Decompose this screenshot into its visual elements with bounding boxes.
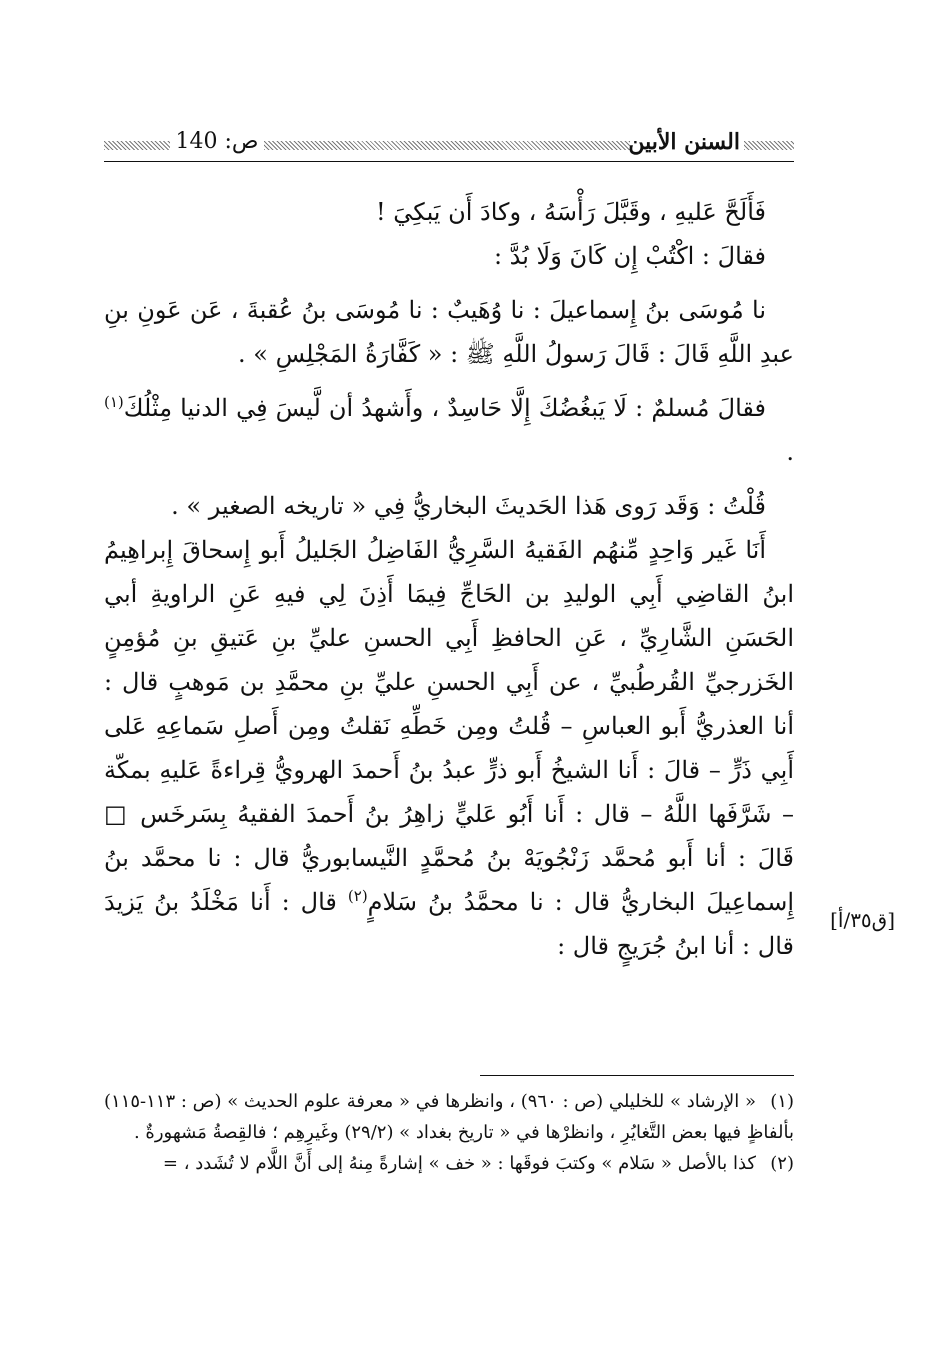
header-rule (104, 161, 794, 162)
main-text (104, 190, 794, 968)
running-header (104, 125, 794, 159)
paragraph-text: قال : أَنا مَخْلَدُ بنُ يَزيدَ قال : أنا ابنُ جُرَيجٍ قال : (104, 888, 794, 960)
paragraph: قُلْتُ : وَقَد رَوى هَذا الحَديثَ البخاريُّ فِي « تاريخه الصغير » . (171, 492, 766, 520)
paragraph-text: أَنَا غَير وَاحِدٍ مِّنهُم الفَقيهُ السَّرِيُّ الفَاضِلُ الجَليلُ أَبو إِسحاقَ إِبراهِيمُ ابنُ القاضِي أَبِي الوليدِ بن الحَاجِّ فِيمَا أَذِنَ لِي فيهِ عَنِ الراويةِ أبي الحَسَنِ الشَّارِيِّ ، عَنِ الحافظِ أَبِي الحسنِ عليِّ بنِ عَتيقِ بنِ مُؤمِنٍ الخَزرجيِّ القُرطُبيِّ ، عن أَبِي الحسنِ عليِّ بنِ محمَّدِ بن مَوهبٍ قال : أنا العذريُّ أَبو العباسِ – قُلتُ ومِن خَطِّهِ نَقلتُ ومِن أَصلِ سَماعِهِ عَلى أَبِي ذَرٍّ – قالَ : أَنا الشيخُ أَبو ذرٍّ عبدُ بنُ أَحمدَ الهرويُّ قِراءةً عَليهِ بمكّة – شَرَّفَها اللَّهُ – قال : أَنا أَبُو عَليٍّ زاهِرُ بنُ أَحمدَ الفقيهُ بِسَرخَس (104, 536, 794, 828)
footnote-text: « الإرشاد » للخليلي (ص : ٩٦٠) ، وانظرها في « معرفة علوم الحديث » (ص : ١١٣-١١٥) بألفاظٍ فيها بعض التَّغايُرِ ، وانظرْها في « تاريخ بغداد » (٢٩/٢) وغَيرِهِم ؛ فالقِصةُ مَشهورةٌ . (104, 1091, 794, 1143)
paragraph: نا مُوسَى بنُ إِسماعيلَ : نا وُهَيبٌ : نا مُوسَى بنُ عُقبةَ ، عَن عَونِ بنِ عبدِ اللَّهِ قَالَ : قَالَ رَسولُ اللَّهِ ﷺ : « كَفَّارَةُ المَجْلِسِ » . (104, 296, 794, 368)
manuscript-folio-note: [ق٣٥/أ] (830, 908, 895, 932)
footnote-1 (104, 1086, 794, 1148)
header-ornament-left (104, 141, 170, 150)
paragraph-end: . (786, 438, 794, 466)
footnotes (104, 1086, 794, 1179)
paragraph (104, 386, 794, 474)
footnote-text: كذا بالأصل « سَلام » وكتبَ فوقَها : « خف » إشارةً مِنهُ إلى أَنَّ اللَّام لا تُشَدد ، = (162, 1153, 756, 1174)
paragraph: فقالَ : اكْتُبْ إِن كَانَ وَلَا بُدَّ : (493, 242, 766, 270)
footnote-2 (104, 1148, 794, 1179)
footnote-rule (480, 1075, 794, 1076)
isnad-paragraph (104, 528, 794, 968)
page-number: ص: 140 (175, 129, 259, 154)
book-title: السنن الأبين (628, 129, 740, 155)
footnote-number: (١) (770, 1091, 794, 1112)
footnote-number: (٢) (770, 1153, 794, 1174)
footnote-ref: (١) (104, 393, 124, 411)
footnote-ref: (٢) (347, 887, 368, 905)
paragraph-text: قَالَ : أنا أَبو مُحمَّد زَنْجُويَهْ بنُ مُحمَّدٍ النَّيسابوريُّ قال : نا محمَّد بنُ إِسماعِيلَ البخاريُّ قال : نا محمَّدُ بنُ سَلامٍ (104, 844, 794, 916)
paragraph: فَأَلَحَّ عَليهِ ، وقَبَّلَ رَأْسَهُ ، وكادَ أَن يَبكِيَ ! (376, 198, 766, 226)
paragraph-text: فقالَ مُسلمٌ : لَا يَبغُضُكَ إِلَّا حَاسِدٌ ، وأَشهدُ أن لَّيسَ فِي الدنيا مِثْلُكَ (123, 394, 766, 422)
header-ornament-right (744, 141, 794, 150)
separator-mark: □ (104, 800, 130, 828)
header-ornament-middle (264, 141, 630, 150)
